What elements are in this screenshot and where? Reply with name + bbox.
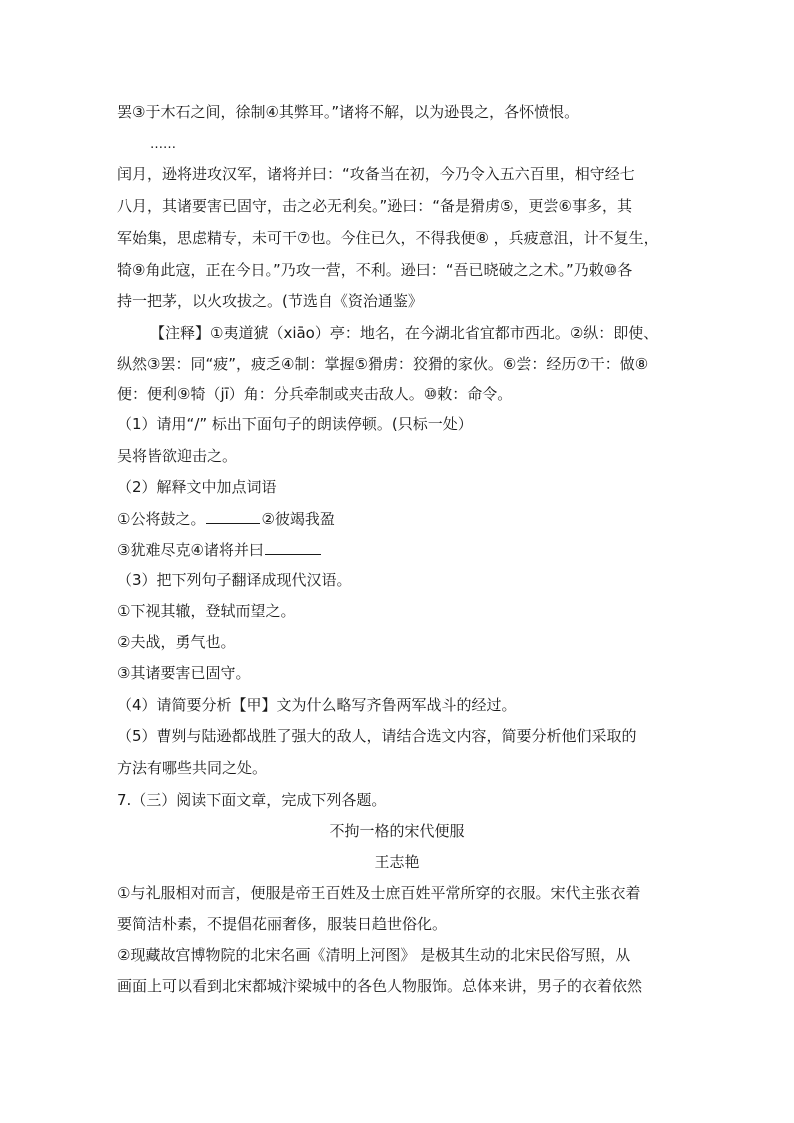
question-2-item: ①公将鼓之。 <box>117 510 206 528</box>
passage-line: 八月，其诸要害已固守，击之必无利矣。”逊曰：“备是猾虏⑤，更尝⑥事多，其 <box>117 197 632 215</box>
question-2: （2）解释文中加点词语 <box>117 478 277 496</box>
question-3-item: ③其诸要害已固守。 <box>117 664 251 682</box>
article-title: 不拘一格的宋代便服 <box>329 822 465 840</box>
article-paragraph-line: ①与礼服相对而言，便服是帝王百姓及士庶百姓平常所穿的衣服。宋代主张衣着 <box>117 884 641 902</box>
passage-line: 罢③于木石之间，徐制④其弊耳。”诸将不解，以为逊畏之，各怀愤恨。 <box>117 103 580 121</box>
notes-line: 便：便利⑨犄（jī）角：分兵牵制或夹击敌人。⑩敕：命令。 <box>117 385 513 403</box>
notes-line: 【注释】①夷道猇（xiāo）亭：地名，在今湖北省宜都市西北。②纵：即使、 <box>150 324 659 342</box>
passage-line: 持一把茅，以火攻拔之。(节选自《资治通鉴》 <box>117 292 423 310</box>
passage-ellipsis: …… <box>150 137 176 152</box>
question-2-item: ②彼竭我盈 <box>261 510 335 528</box>
article-paragraph-line: 要简洁朴素，不提倡花丽奢侈，服装日趋世俗化。 <box>117 915 448 933</box>
passage-line: 军始集，思虑精专，未可干⑦也。今住已久，不得我便⑧ ，兵疲意沮，计不复生， <box>117 229 659 247</box>
question-1: （1）请用“/” 标出下面句子的朗读停顿。(只标一处） <box>117 415 473 433</box>
question-4: （4）请简要分析【甲】文为什么略写齐鲁两军战斗的经过。 <box>117 696 517 714</box>
question-3-item: ①下视其辙，登轼而望之。 <box>117 602 296 620</box>
notes-line: 纵然③罢：同“疲”，疲乏④制：掌握⑤猾虏：狡猾的家伙。⑥尝：经历⑦干：做⑧ <box>117 355 649 373</box>
passage-line: 闰月，逊将进攻汉军，诸将并曰：“攻备当在初，今乃令入五六百里，相守经七 <box>117 165 635 183</box>
question-3: （3）把下列句子翻译成现代汉语。 <box>117 571 352 589</box>
article-author: 王志艳 <box>374 853 420 871</box>
question-2-row-2 <box>117 540 677 560</box>
article-paragraph-line: 画面上可以看到北宋都城汴梁城中的各色人物服饰。总体来讲，男子的衣着依然 <box>117 977 643 995</box>
passage-line: 犄⑨角此寇，正在今日。”乃攻一营，不利。逊曰：“吾已晓破之之术。”乃敕⑩各 <box>117 261 633 279</box>
question-3-item: ②夫战，勇气也。 <box>117 633 236 651</box>
question-2-row-1 <box>117 509 677 529</box>
question-2-item: ③犹难尽克④诸将并曰 <box>117 541 264 559</box>
question-5: （5）曹刿与陆逊都战胜了强大的敌人，请结合选文内容，简要分析他们采取的 <box>117 727 637 745</box>
answer-blank[interactable] <box>265 553 321 555</box>
section-7-heading: 7.（三）阅读下面文章，完成下列各题。 <box>117 791 387 809</box>
question-1-sentence: 吴将皆欲迎击之。 <box>117 447 238 465</box>
answer-blank[interactable] <box>206 522 260 524</box>
question-5: 方法有哪些共同之处。 <box>117 759 268 777</box>
article-paragraph-line: ②现藏故宫博物院的北宋名画《清明上河图》 是极其生动的北宋民俗写照，从 <box>117 946 631 964</box>
